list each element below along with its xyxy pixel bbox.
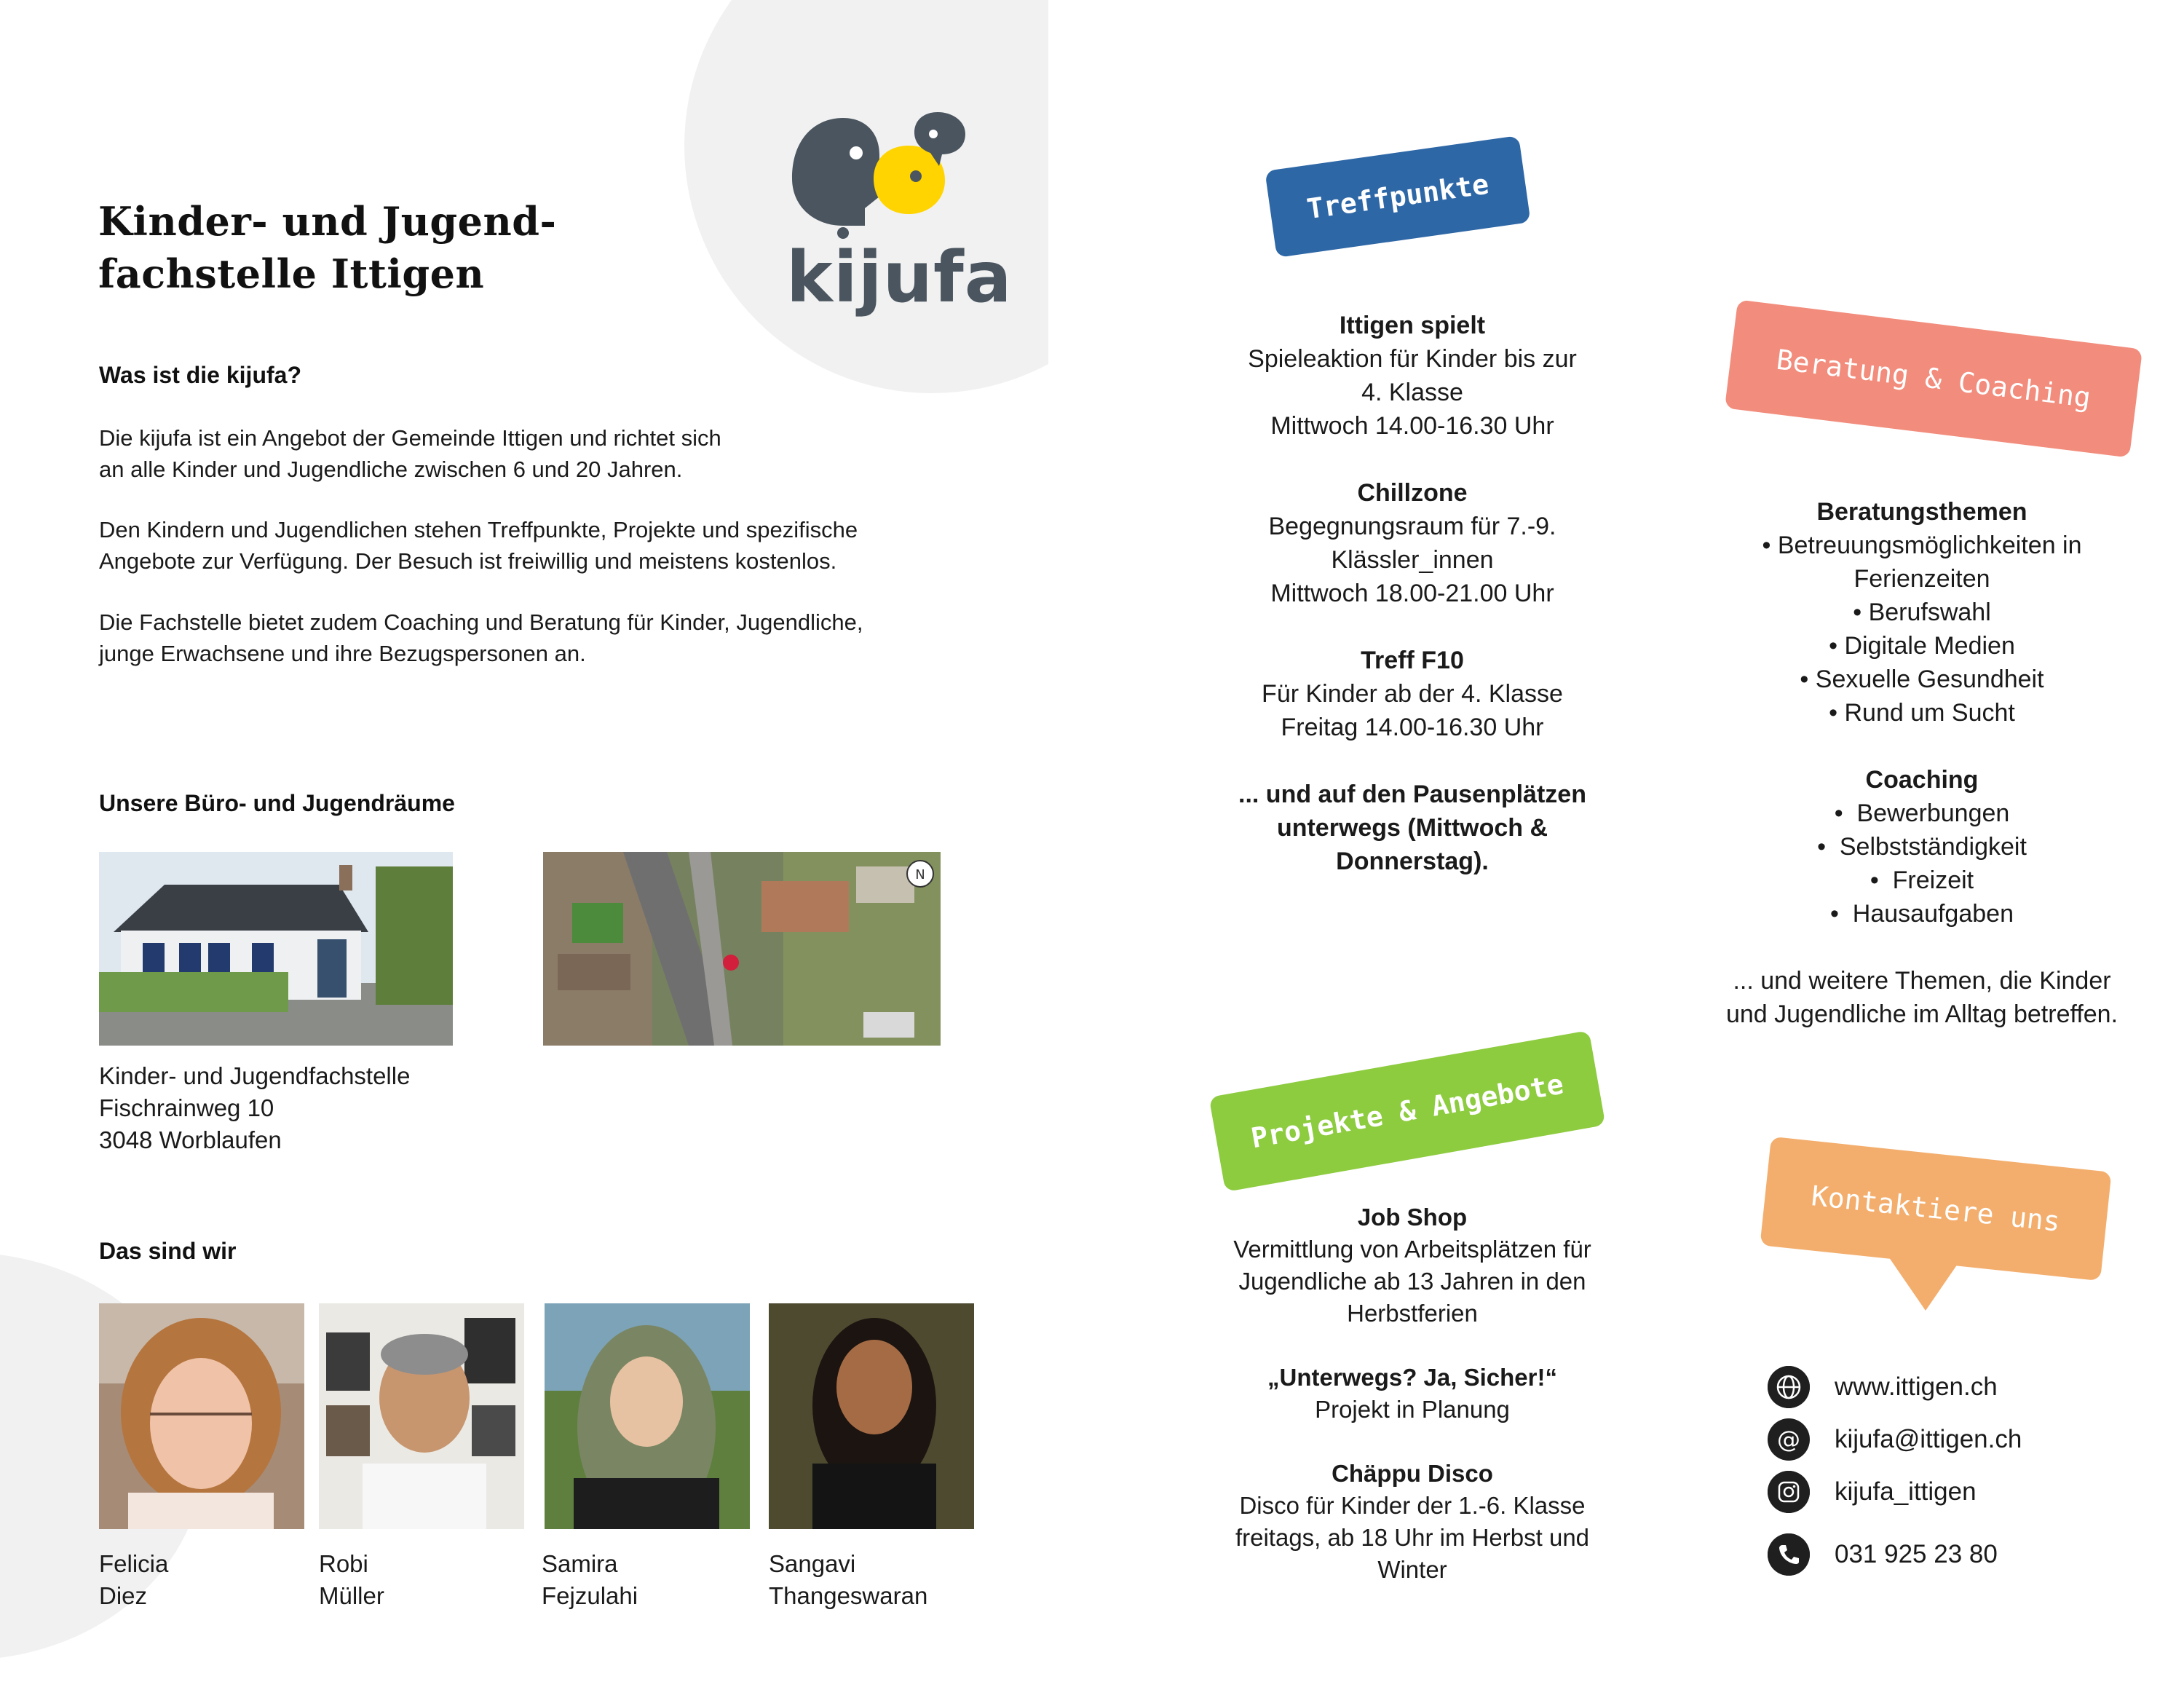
treffpunkte-section bbox=[1194, 309, 1631, 878]
treffpunkt-line: Mittwoch 14.00-16.30 Uhr bbox=[1270, 412, 1554, 440]
intro-line-2: an alle Kinder und Jugendliche zwischen 6 und 20 Jahren. bbox=[99, 457, 683, 482]
team-member-first-name: Felicia bbox=[99, 1550, 169, 1577]
treffpunkt-title: Ittigen spielt bbox=[1339, 312, 1486, 339]
projekt-line: Winter bbox=[1377, 1556, 1447, 1583]
offer-paragraph bbox=[99, 514, 973, 577]
address-line-2: Fischrainweg 10 bbox=[99, 1094, 274, 1121]
coaching-text: Hausaufgaben bbox=[1852, 900, 2014, 928]
projekt-line: Disco für Kinder der 1.-6. Klasse bbox=[1239, 1492, 1586, 1519]
coaching-heading: Coaching bbox=[1865, 766, 1979, 794]
team-member-last-name: Fejzulahi bbox=[542, 1582, 638, 1609]
projekt-line: Vermittlung von Arbeitsplätzen für bbox=[1233, 1236, 1591, 1263]
page-title bbox=[98, 195, 681, 300]
team-member-samira bbox=[542, 1548, 638, 1612]
beratungsthema-text: Rund um Sucht bbox=[1844, 699, 2015, 727]
beratung-coaching-label: Beratung & Coaching bbox=[1725, 299, 2143, 457]
beratungsthema-item: • Digitale Medien bbox=[1829, 632, 2015, 660]
coaching-line-1: Die Fachstelle bietet zudem Coaching und Beratung für Kinder, Jugendliche, bbox=[99, 609, 863, 635]
coaching-text: Freizeit bbox=[1892, 866, 1974, 894]
kijufa-logo-icon bbox=[786, 109, 976, 240]
treffpunkt-line: Mittwoch 18.00-21.00 Uhr bbox=[1270, 580, 1554, 607]
instagram-icon bbox=[1768, 1471, 1810, 1513]
projekt-line: Projekt in Planung bbox=[1315, 1396, 1510, 1423]
portrait-felicia-diez bbox=[99, 1303, 304, 1529]
treffpunkt-line: Spieleaktion für Kinder bis zur bbox=[1248, 345, 1577, 373]
location-aerial-map bbox=[543, 852, 941, 1046]
coaching-line-2: junge Erwachsene und ihre Bezugspersonen an. bbox=[99, 641, 586, 666]
beratungsthema-item: • Betreuungsmöglichkeiten in bbox=[1762, 532, 2082, 559]
page-title-line-2: fachstelle Ittigen bbox=[98, 250, 485, 297]
team-member-first-name: Robi bbox=[319, 1550, 368, 1577]
beratung-section bbox=[1689, 495, 2155, 1031]
team-heading: Das sind wir bbox=[99, 1238, 237, 1264]
website-link[interactable]: www.ittigen.ch bbox=[1835, 1373, 1998, 1401]
intro-line-1: Die kijufa ist ein Angebot der Gemeinde Ittigen und richtet sich bbox=[99, 425, 721, 451]
beratungsthema-item: • Sexuelle Gesundheit bbox=[1800, 666, 2044, 693]
coaching-item: • Bewerbungen bbox=[1834, 799, 2010, 827]
projekt-title: „Unterwegs? Ja, Sicher!“ bbox=[1267, 1364, 1557, 1391]
treffpunkt-title: Chillzone bbox=[1357, 479, 1468, 507]
team-member-robi bbox=[319, 1548, 384, 1612]
team-member-felicia bbox=[99, 1548, 168, 1612]
projekt-line: Herbstferien bbox=[1347, 1300, 1478, 1327]
at-icon: @ bbox=[1768, 1418, 1810, 1461]
beratungsthema-text: Berufswahl bbox=[1868, 599, 1991, 626]
projekt-title: Chäppu Disco bbox=[1332, 1460, 1493, 1487]
team-member-first-name: Sangavi bbox=[769, 1550, 856, 1577]
team-member-last-name: Thangeswaran bbox=[769, 1582, 928, 1609]
treffpunkt-line: Klässler_innen bbox=[1331, 546, 1494, 574]
treffpunkte-footer-line: ... und auf den Pausenplätzen bbox=[1238, 781, 1586, 808]
treffpunkte-label: Treffpunkte bbox=[1265, 135, 1530, 258]
coaching-item: • Selbstständigkeit bbox=[1817, 833, 2027, 861]
projekte-section bbox=[1194, 1201, 1631, 1586]
coaching-item: • Freizeit bbox=[1870, 866, 1974, 894]
beratungsthema-item: • Rund um Sucht bbox=[1829, 699, 2015, 727]
portrait-samira-fejzulahi bbox=[545, 1303, 750, 1529]
offer-line-1: Den Kindern und Jugendlichen stehen Treffpunkte, Projekte und spezifische bbox=[99, 517, 858, 542]
team-member-sangavi bbox=[769, 1548, 927, 1612]
treffpunkt-line: 4. Klasse bbox=[1361, 379, 1463, 406]
beratungsthema-text: Betreuungsmöglichkeiten in bbox=[1777, 532, 2082, 559]
what-heading: Was ist die kijufa? bbox=[99, 362, 301, 388]
beratungsthemen-heading: Beratungsthemen bbox=[1816, 498, 2027, 526]
treffpunkt-line: Freitag 14.00-16.30 Uhr bbox=[1281, 714, 1544, 741]
kijufa-logo bbox=[786, 109, 1013, 320]
treffpunkte-footer-line: unterwegs (Mittwoch & bbox=[1276, 814, 1548, 842]
svg-text:N: N bbox=[915, 867, 925, 882]
team-member-last-name: Diez bbox=[99, 1582, 148, 1609]
beratungsthema-text: Sexuelle Gesundheit bbox=[1815, 666, 2044, 693]
address-line-3: 3048 Worblaufen bbox=[99, 1126, 282, 1153]
coaching-paragraph bbox=[99, 607, 973, 669]
address-line-1: Kinder- und Jugendfachstelle bbox=[99, 1062, 411, 1089]
treffpunkt-line: Für Kinder ab der 4. Klasse bbox=[1262, 680, 1563, 708]
page-title-line-1: Kinder- und Jugend- bbox=[98, 198, 557, 245]
projekt-title: Job Shop bbox=[1357, 1204, 1468, 1231]
team-member-last-name: Müller bbox=[319, 1582, 384, 1609]
projekte-angebote-label: Projekte & Angebote bbox=[1209, 1030, 1606, 1192]
instagram-handle[interactable]: kijufa_ittigen bbox=[1835, 1477, 1977, 1506]
coaching-text: Selbstständigkeit bbox=[1839, 833, 2027, 861]
office-address bbox=[99, 1060, 410, 1156]
office-building-photo bbox=[99, 852, 453, 1046]
treffpunkt-line: Begegnungsraum für 7.-9. bbox=[1268, 513, 1556, 540]
phone-number[interactable]: 031 925 23 80 bbox=[1835, 1540, 1998, 1568]
beratungsthema-item: • Berufswahl bbox=[1853, 599, 1991, 626]
phone-icon bbox=[1768, 1533, 1810, 1576]
portrait-robi-mueller bbox=[319, 1303, 524, 1529]
team-member-first-name: Samira bbox=[542, 1550, 618, 1577]
beratung-footer-line: ... und weitere Themen, die Kinder bbox=[1733, 967, 2111, 995]
globe-icon bbox=[1768, 1366, 1810, 1408]
coaching-item: • Hausaufgaben bbox=[1830, 900, 2014, 928]
offer-line-2: Angebote zur Verfügung. Der Besuch ist freiwillig und meistens kostenlos. bbox=[99, 548, 837, 574]
rooms-heading: Unsere Büro- und Jugendräume bbox=[99, 790, 455, 816]
kijufa-wordmark: kijufa bbox=[786, 237, 1013, 318]
coaching-text: Bewerbungen bbox=[1856, 799, 2010, 827]
portrait-sangavi-thangeswaran bbox=[769, 1303, 974, 1529]
treffpunkte-footer-line: Donnerstag). bbox=[1336, 848, 1489, 875]
beratungsthema-item-continued: Ferienzeiten bbox=[1853, 565, 1990, 593]
beratungsthema-text: Digitale Medien bbox=[1844, 632, 2015, 660]
beratung-footer-line: und Jugendliche im Alltag betreffen. bbox=[1725, 1000, 2118, 1028]
intro-paragraph bbox=[99, 422, 973, 485]
email-link[interactable]: kijufa@ittigen.ch bbox=[1835, 1425, 2022, 1453]
kontaktiere-uns-label: Kontaktiere uns bbox=[1760, 1137, 2111, 1281]
projekt-line: Jugendliche ab 13 Jahren in den bbox=[1238, 1268, 1586, 1295]
projekt-line: freitags, ab 18 Uhr im Herbst und bbox=[1235, 1524, 1590, 1551]
treffpunkt-title: Treff F10 bbox=[1361, 647, 1464, 674]
